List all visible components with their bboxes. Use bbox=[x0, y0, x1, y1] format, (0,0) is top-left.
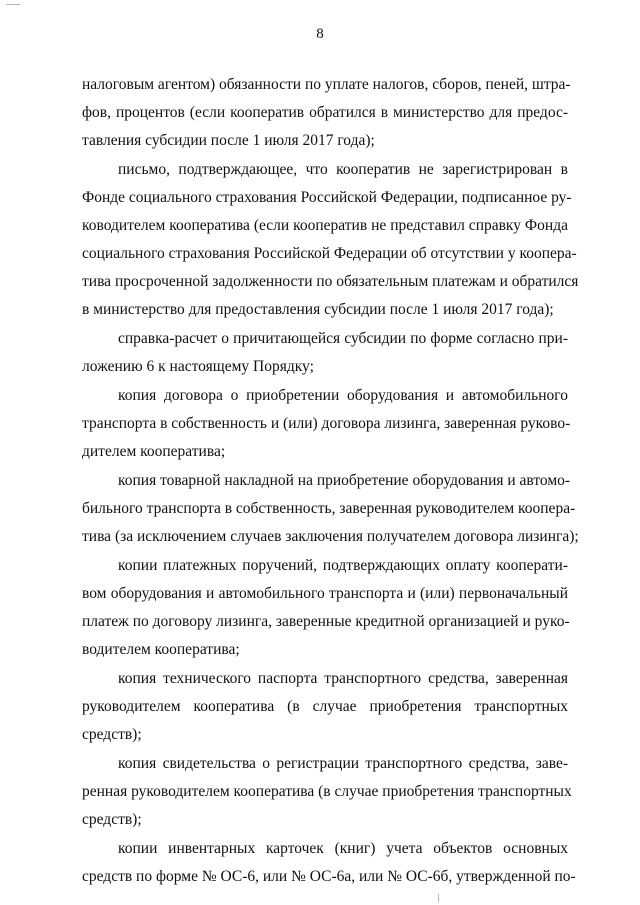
text-line: тива просроченной задолженности по обязательным платежам и обратился bbox=[82, 273, 579, 290]
text-line: дителем кооператива; bbox=[82, 443, 226, 460]
text-line: тива (за исключением случаев заключения получателем договора лизинга); bbox=[82, 528, 579, 545]
text-line: справка-расчет о причитающейся субсидии по форме согласно при- bbox=[118, 330, 568, 347]
text-line: средств); bbox=[82, 811, 142, 828]
text-line: копия товарной накладной на приобретение оборудования и автомо- bbox=[118, 472, 571, 489]
text-line: копия договора о приобретении оборудования и автомобильного bbox=[118, 387, 568, 404]
text-line: копия свидетельства о регистрации транспортного средства, заве- bbox=[118, 755, 568, 772]
text-line: копии платежных поручений, подтверждающих оплату кооперати- bbox=[118, 557, 568, 574]
text-line: фов, процентов (если кооператив обратился в министерство для предос- bbox=[82, 104, 568, 121]
text-line: Фонде социального страхования Российской Федерации, подписанное ру- bbox=[82, 189, 572, 206]
text-line: копии инвентарных карточек (книг) учета объектов основных bbox=[118, 840, 568, 857]
text-line: водителем кооператива; bbox=[82, 641, 240, 658]
text-line: ренная руководителем кооператива (в случае приобретения транспортных bbox=[82, 783, 572, 800]
text-line: средств по форме № ОС-6, или № ОС-6а, или № ОС-6б, утвержденной по- bbox=[82, 868, 576, 885]
text-line: налоговым агентом) обязанности по уплате налогов, сборов, пеней, штра- bbox=[82, 76, 571, 93]
text-line: ложению 6 к настоящему Порядку; bbox=[82, 358, 314, 375]
text-line: в министерство для предоставления субсидии после 1 июля 2017 года); bbox=[82, 301, 554, 318]
text-line: копия технического паспорта транспортного средства, заверенная bbox=[118, 670, 568, 687]
text-line: транспорта в собственность и (или) договора лизинга, заверенная руково- bbox=[82, 415, 571, 432]
scan-mark bbox=[6, 4, 20, 5]
text-line: социального страхования Российской Федерации об отсутствии у коопера- bbox=[82, 245, 577, 262]
text-line: бильного транспорта в собственность, заверенная руководителем коопера- bbox=[82, 500, 576, 517]
text-line: письмо, подтверждающее, что кооператив не зарегистрирован в bbox=[118, 161, 568, 178]
text-line: средств); bbox=[82, 726, 142, 743]
page-number: 8 bbox=[316, 26, 324, 42]
text-line: руководителем кооператива (в случае приобретения транспортных bbox=[82, 698, 568, 715]
text-line: вом оборудования и автомобильного транспорта и (или) первоначальный bbox=[82, 585, 568, 602]
text-line: тавления субсидии после 1 июля 2017 года); bbox=[82, 132, 375, 149]
scan-mark bbox=[438, 894, 439, 902]
text-line: ководителем кооператива (если кооператив не представил справку Фонда bbox=[82, 217, 568, 234]
text-line: платеж по договору лизинга, заверенные кредитной организацией и руко- bbox=[82, 613, 570, 630]
